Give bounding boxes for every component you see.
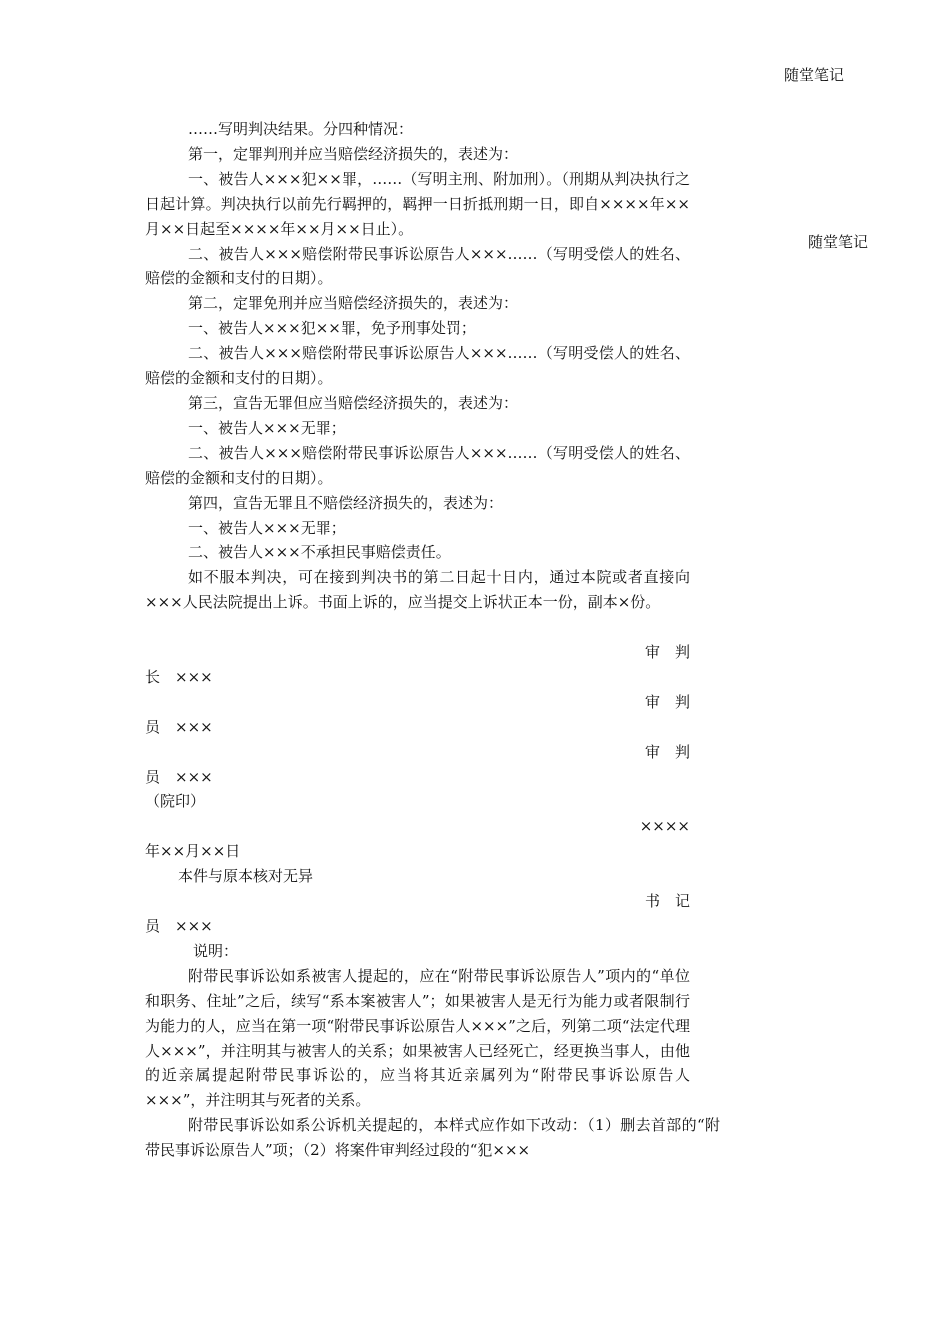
date-month-day: 年××月××日: [145, 842, 241, 861]
case-one-item-2: 二、被告人×××赔偿附带民事诉讼原告人×××……（写明受偿人的姓名、赔偿的金额和支付的日期）。: [145, 244, 690, 288]
judge-two-name: 员 ×××: [145, 767, 213, 786]
date-year: ××××: [639, 817, 690, 836]
paragraph-intro: ……写明判决结果。分四种情况：: [188, 120, 414, 138]
verified-statement: 本件与原本核对无异: [178, 867, 314, 886]
notes-paragraph-2: 附带民事诉讼如系公诉机关提起的，本样式应作如下改动：（1）删去首部的“附带民事诉讼原告人”项；（2）将案件审判经过段的“犯×××: [145, 1116, 720, 1160]
case-four-item-2: 二、被告人×××不承担民事赔偿责任。: [188, 543, 451, 562]
case-three-item-2: 二、被告人×××赔偿附带民事诉讼原告人×××……（写明受偿人的姓名、赔偿的金额和支付的日期）。: [145, 443, 690, 487]
case-four-item-1: 一、被告人×××无罪；: [188, 518, 346, 537]
judge-two-title: 审 判: [644, 742, 690, 761]
presiding-judge-name: 长 ×××: [145, 667, 213, 686]
judge-one-name: 员 ×××: [145, 717, 213, 736]
case-two-item-1: 一、被告人×××犯××罪，免予刑事处罚；: [188, 319, 476, 338]
presiding-judge-title: 审 判: [644, 643, 690, 662]
margin-note: 随堂笔记: [808, 233, 869, 251]
case-four-heading: 第四，宣告无罪且不赔偿经济损失的，表述为：: [188, 493, 504, 512]
case-three-item-1: 一、被告人×××无罪；: [188, 418, 346, 437]
header-note: 随堂笔记: [783, 66, 844, 84]
case-three-heading: 第三，宣告无罪但应当赔偿经济损失的，表述为：: [188, 393, 519, 412]
notes-title: 说明：: [193, 941, 239, 960]
document-body: [145, 117, 720, 1163]
case-one-item-1: 一、被告人×××犯××罪，……（写明主刑、附加刑）。（刑期从判决执行之日起计算。判决执行以前先行羁押的，羁押一日折抵刑期一日，即自××××年××月××日起至××××年××月××日止）。: [145, 169, 690, 238]
case-one-heading: 第一，定罪判刑并应当赔偿经济损失的，表述为：: [188, 144, 519, 163]
blank-line: [145, 615, 690, 640]
clerk-name: 员 ×××: [145, 916, 213, 935]
court-seal: （院印）: [145, 792, 206, 811]
judge-one-title: 审 判: [644, 692, 690, 711]
notes-paragraph-1: 附带民事诉讼如系被害人提起的，应在“附带民事诉讼原告人”项内的“单位和职务、住址”之后，续写“系本案被害人”；如果被害人是无行为能力或者限制行为能力的人，应当在第一项“附带民事诉讼原告人×××”之后，列第二项“法定代理人×××”，并注明其与被害人的关系；如果被害人已经死亡，经更换当事人，由他的近亲属提起附带民事诉讼的，应当将其近亲属列为“附带民事诉讼原告人×××”，并注明其与死者的关系。: [145, 966, 690, 1110]
case-two-item-2: 二、被告人×××赔偿附带民事诉讼原告人×××……（写明受偿人的姓名、赔偿的金额和支付的日期）。: [145, 344, 690, 388]
case-two-heading: 第二，定罪免刑并应当赔偿经济损失的，表述为：: [188, 294, 519, 313]
appeal-paragraph: 如不服本判决，可在接到判决书的第二日起十日内，通过本院或者直接向×××人民法院提出上诉。书面上诉的，应当提交上诉状正本一份，副本×份。: [145, 568, 690, 612]
clerk-title: 书 记: [644, 892, 690, 911]
